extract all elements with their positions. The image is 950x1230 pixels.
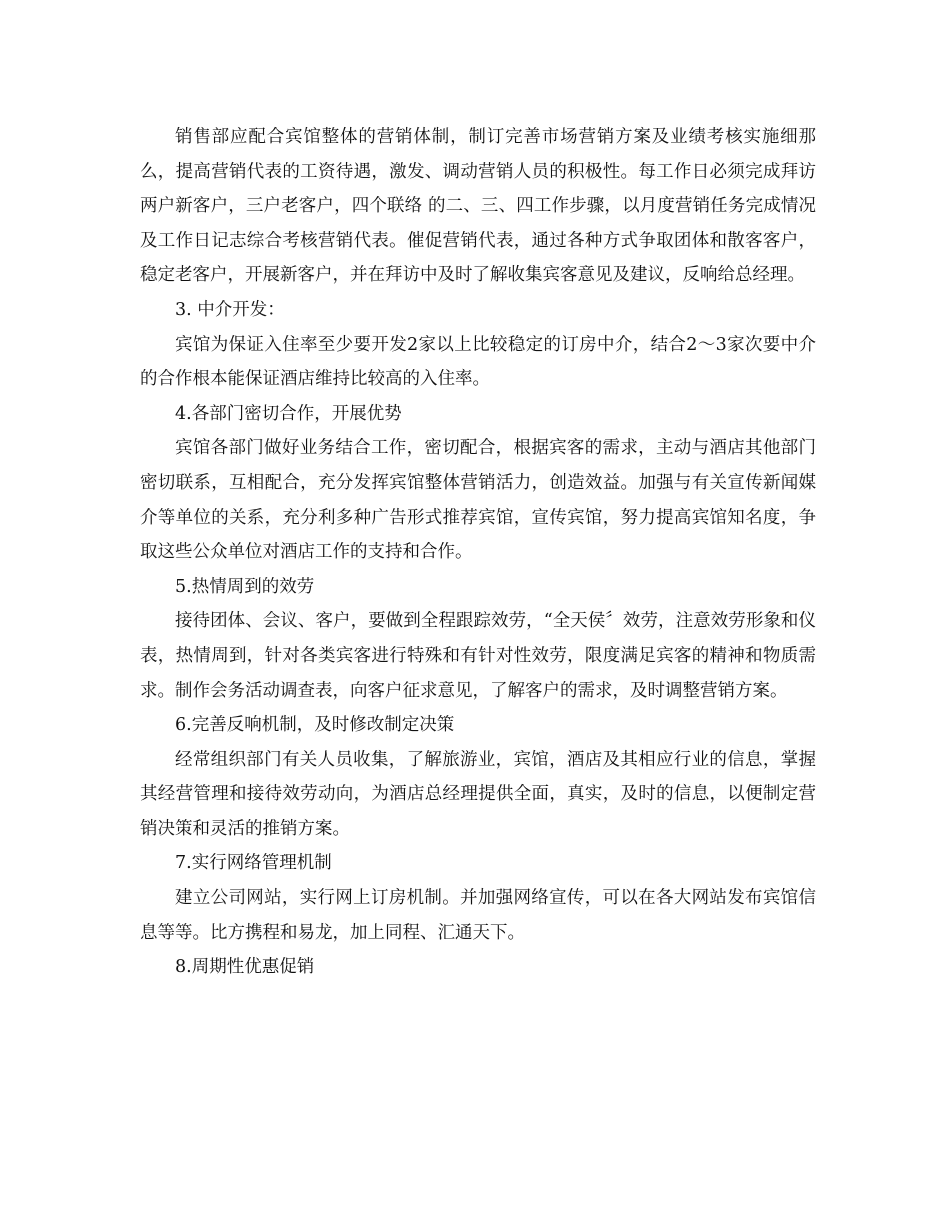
document-body	[140, 120, 816, 985]
paragraph-feedback-mechanism: 经常组织部门有关人员收集，了解旅游业，宾馆，酒店及其相应行业的信息，掌握其经营管理和接待效劳动向，为酒店总经理提供全面，真实，及时的信息，以便制定营销决策和灵活的推销方案。	[140, 749, 816, 839]
paragraph-agency-development: 宾馆为保证入住率至少要开发2家以上比较稳定的订房中介，结合2～3家次要中介的合作根本能保证酒店维持比较高的入住率。	[140, 334, 816, 390]
heading-network-management: 7.实行网络管理机制	[175, 853, 332, 874]
heading-department-cooperation: 4.各部门密切合作，开展优势	[175, 403, 402, 424]
paragraph-department-cooperation: 宾馆各部门做好业务结合工作，密切配合，根据宾客的需求，主动与酒店其他部门密切联系，互相配合，充分发挥宾馆整体营销活力，创造效益。加强与有关宣传新闻媒介等单位的关系，充分利多种广告形式推荐宾馆，宣传宾馆，努力提高宾馆知名度，争取这些公众单位对酒店工作的支持和合作。	[140, 438, 816, 563]
paragraph-sales-system: 销售部应配合宾馆整体的营销体制，制订完善市场营销方案及业绩考核实施细那么，提高营销代表的工资待遇，激发、调动营销人员的积极性。每工作日必须完成拜访两户新客户，三户老客户，四个联络 的二、三、四工作步骤，以月度营销任务完成情况及工作日记志综合考核营销代表。催促营销代表，通过各种方式争取团体和散客客户，稳定老客户，开展新客户，并在拜访中及时了解收集宾客意见及建议，反响给总经理。	[140, 127, 816, 286]
heading-feedback-mechanism: 6.完善反响机制，及时修改制定决策	[175, 715, 455, 736]
heading-periodic-promotion: 8.周期性优惠促销	[175, 957, 315, 978]
heading-warm-service: 5.热情周到的效劳	[175, 576, 315, 597]
heading-agency-development: 3. 中介开发：	[175, 299, 285, 320]
paragraph-network-management: 建立公司网站，实行网上订房机制。并加强网络宣传，可以在各大网站发布宾馆信息等等。比方携程和易龙，加上同程、汇通天下。	[140, 888, 816, 943]
paragraph-warm-service: 接待团体、会议、客户，要做到全程跟踪效劳，“全天侯〞效劳，注意效劳形象和仪表，热情周到，针对各类宾客进行特殊和有针对性效劳，限度满足宾客的精神和物质需求。制作会务活动调查表，向客户征求意见，了解客户的需求，及时调整营销方案。	[140, 611, 816, 701]
